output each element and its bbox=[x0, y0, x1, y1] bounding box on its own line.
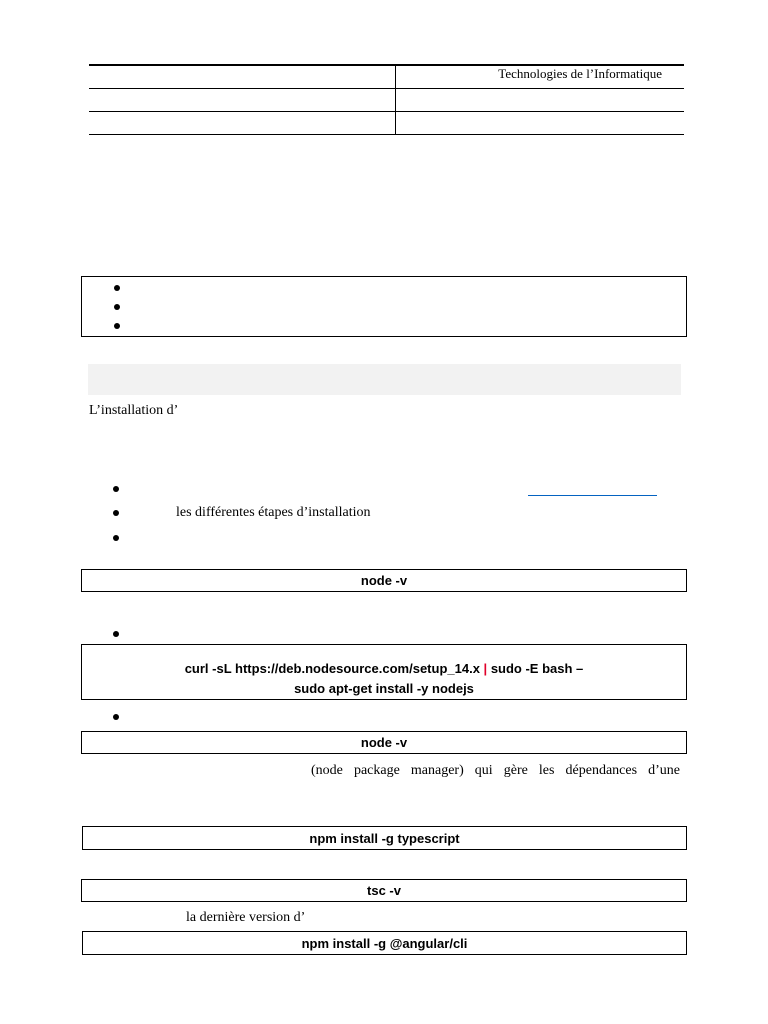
download-link-underline[interactable] bbox=[528, 495, 657, 496]
installation-intro-text: L’installation d’ bbox=[89, 403, 179, 418]
section-heading-band bbox=[88, 364, 681, 395]
command-text: node -v bbox=[360, 735, 408, 750]
angular-intro-text: la dernière version d’ bbox=[186, 910, 306, 925]
code-box-tsc-version bbox=[81, 879, 687, 902]
command-text: npm install -g @angular/cli bbox=[301, 935, 468, 951]
bullet-point bbox=[113, 631, 119, 637]
command-text: curl -sL https://deb.nodesource.com/setup_14.x bbox=[184, 661, 480, 676]
pipe-symbol: | bbox=[483, 661, 488, 676]
code-box-node-version bbox=[81, 569, 687, 592]
bullet-point bbox=[114, 323, 120, 329]
code-box-npm-typescript bbox=[82, 826, 687, 850]
header-column-divider bbox=[395, 64, 396, 135]
command-text: sudo apt-get install -y nodejs bbox=[294, 681, 474, 696]
code-box-curl-install bbox=[81, 644, 687, 700]
header-row-rule bbox=[89, 88, 684, 89]
command-text: tsc -v bbox=[367, 883, 401, 898]
apt-command-line bbox=[82, 681, 686, 696]
header-bottom-rule bbox=[89, 134, 684, 135]
bullet-point bbox=[113, 486, 119, 492]
code-box-node-version bbox=[81, 731, 687, 754]
command-text: sudo -E bash – bbox=[490, 661, 584, 676]
curl-command-line bbox=[82, 661, 686, 676]
npm-description-text: (node package manager) qui gère les dépendances d’une bbox=[311, 763, 681, 778]
command-text: node -v bbox=[360, 573, 408, 588]
bullet-point bbox=[113, 510, 119, 516]
code-box-npm-angular bbox=[82, 931, 687, 955]
bullet-point bbox=[114, 304, 120, 310]
header-table bbox=[89, 64, 684, 136]
command-text: npm install -g typescript bbox=[309, 830, 460, 846]
bullet-point bbox=[113, 535, 119, 541]
header-institution-text: Technologies de l’Informatique bbox=[498, 66, 662, 81]
header-row-rule bbox=[89, 111, 684, 112]
bullet-list-box bbox=[81, 276, 687, 337]
installation-steps-text: les différentes étapes d’installation bbox=[176, 505, 371, 520]
bullet-point bbox=[114, 285, 120, 291]
bullet-point bbox=[113, 714, 119, 720]
